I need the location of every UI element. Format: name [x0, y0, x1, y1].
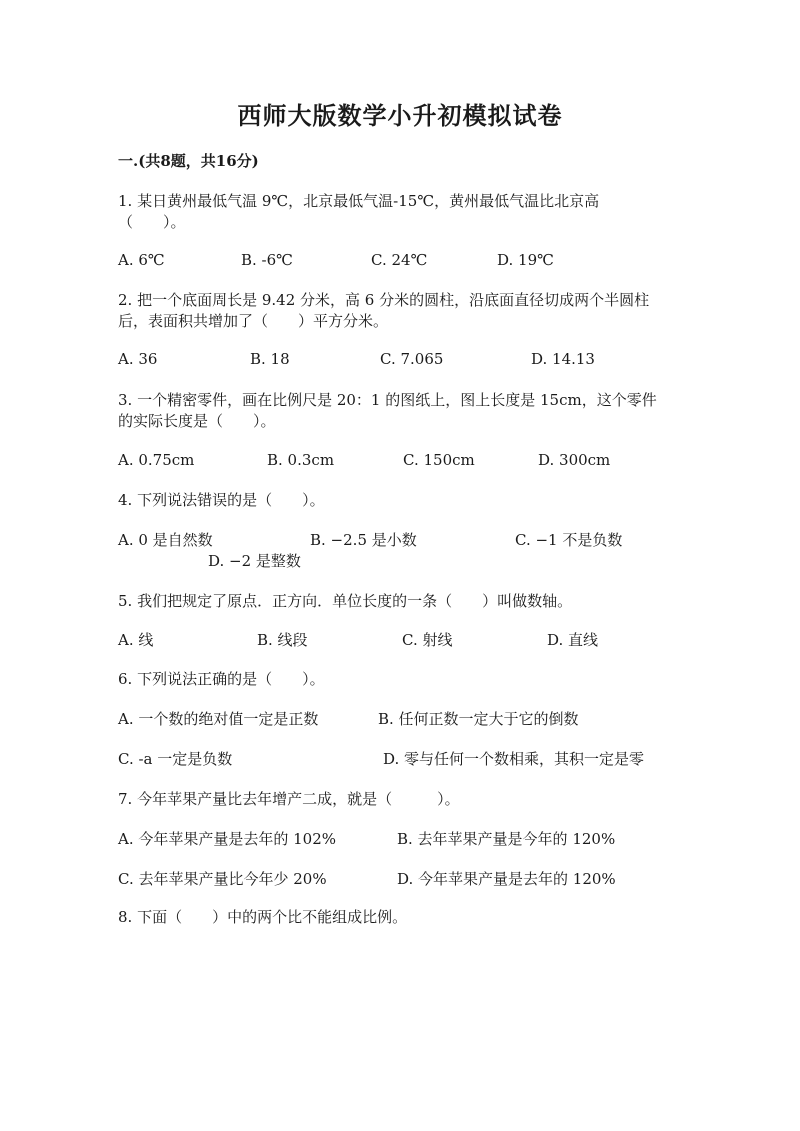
question-4-option-b: B. −2.5 是小数 — [310, 531, 417, 549]
question-7-option-b: B. 去年苹果产量是今年的 120% — [397, 830, 616, 848]
question-6-option-d: D. 零与任何一个数相乘，其积一定是零 — [383, 750, 645, 768]
question-1-option-d: D. 19℃ — [497, 251, 554, 269]
question-2-option-b: B. 18 — [250, 350, 290, 368]
question-7-option-c: C. 去年苹果产量比今年少 20% — [118, 870, 327, 888]
question-1-option-b: B. -6℃ — [241, 251, 293, 269]
question-6-option-b: B. 任何正数一定大于它的倒数 — [378, 710, 579, 728]
question-6-line-1: 6. 下列说法正确的是（ ）。 — [118, 670, 325, 688]
question-3-line-1: 3. 一个精密零件，画在比例尺是 20：1 的图纸上，图上长度是 15cm，这个零件 — [118, 391, 657, 409]
question-1-line-1: 1. 某日黄州最低气温 9℃，北京最低气温-15℃，黄州最低气温比北京高 — [118, 192, 600, 210]
question-3-option-c: C. 150cm — [403, 451, 475, 469]
question-4-option-a: A. 0 是自然数 — [118, 531, 213, 549]
question-5-option-b: B. 线段 — [257, 631, 308, 649]
question-4-option-c: C. −1 不是负数 — [515, 531, 623, 549]
question-7-option-a: A. 今年苹果产量是去年的 102% — [118, 830, 337, 848]
question-3-line-2: 的实际长度是（ ）。 — [118, 412, 276, 430]
question-1-option-c: C. 24℃ — [371, 251, 428, 269]
question-2-line-1: 2. 把一个底面周长是 9.42 分米，高 6 分米的圆柱，沿底面直径切成两个半圆柱 — [118, 291, 650, 309]
question-2-option-a: A. 36 — [118, 350, 158, 368]
question-8-line-1: 8. 下面（ ）中的两个比不能组成比例。 — [118, 908, 408, 926]
page-title: 西师大版数学小升初模拟试卷 — [237, 101, 563, 130]
question-6-option-c: C. -a 一定是负数 — [118, 750, 233, 768]
question-3-option-d: D. 300cm — [538, 451, 611, 469]
question-5-option-a: A. 线 — [118, 631, 154, 649]
question-2-line-2: 后，表面积共增加了（ ）平方分米。 — [118, 312, 389, 330]
question-7-option-d: D. 今年苹果产量是去年的 120% — [397, 870, 616, 888]
question-3-option-a: A. 0.75cm — [118, 451, 195, 469]
question-3-option-b: B. 0.3cm — [267, 451, 335, 469]
question-4-option-d: D. −2 是整数 — [208, 552, 301, 570]
question-6-option-a: A. 一个数的绝对值一定是正数 — [118, 710, 319, 728]
question-7-line-1: 7. 今年苹果产量比去年增产二成，就是（ ）。 — [118, 790, 460, 808]
question-4-line-1: 4. 下列说法错误的是（ ）。 — [118, 491, 325, 509]
question-2-option-d: D. 14.13 — [531, 350, 595, 368]
question-5-line-1: 5. 我们把规定了原点．正方向．单位长度的一条（ ）叫做数轴。 — [118, 592, 573, 610]
question-1-line-2: （ ）。 — [118, 213, 186, 231]
question-1-option-a: A. 6℃ — [118, 251, 165, 269]
question-2-option-c: C. 7.065 — [380, 350, 444, 368]
section-heading: 一.(共8题，共16分) — [118, 152, 259, 170]
question-5-option-d: D. 直线 — [547, 631, 599, 649]
question-5-option-c: C. 射线 — [402, 631, 453, 649]
